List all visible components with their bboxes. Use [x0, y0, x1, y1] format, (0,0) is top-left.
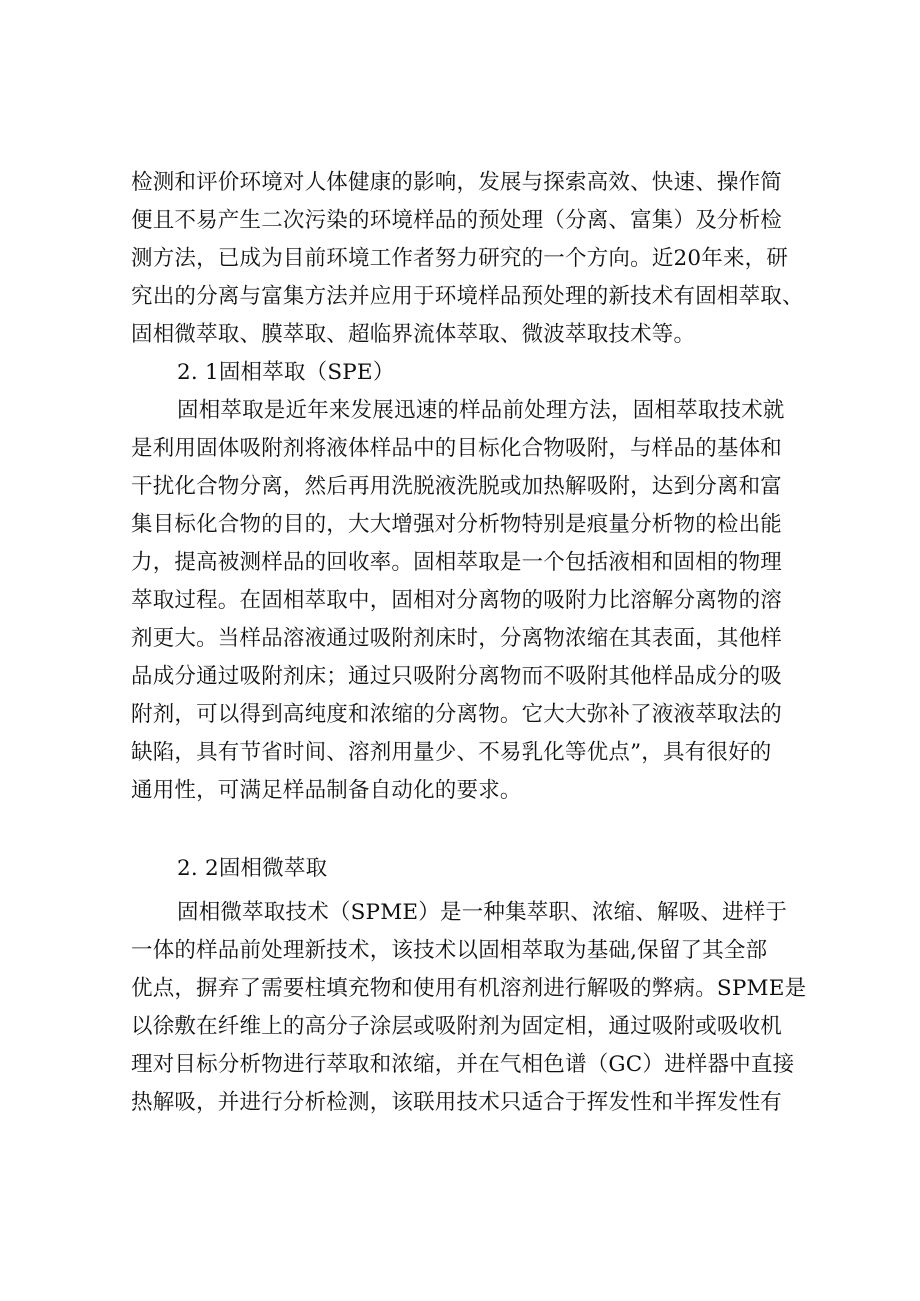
intro-line-5: 固相微萃取、膜萃取、超临界流体萃取、微波萃取技术等。 — [131, 322, 696, 347]
section-1-line-5: 力，提高被测样品的回收率。固相萃取是一个包括液相和固相的物理 — [131, 550, 783, 575]
intro-line-4: 究出的分离与富集方法并应用于环境样品预处理的新技术有固相萃取、 — [131, 284, 804, 309]
section-1-line-4: 集目标化合物的目的，大大增强对分析物特别是痕量分析物的检出能 — [131, 512, 783, 537]
section-1-line-1: 固相萃取是近年来发展迅速的样品前处理方法，固相萃取技术就 — [177, 398, 785, 423]
section-1-line-3: 干扰化合物分离，然后再用洗脱液洗脱或加热解吸附，达到分离和富 — [131, 474, 783, 499]
section-2-line-1: 固相微萃取技术（SPME）是一种集萃职、浓缩、解吸、进样于 — [177, 900, 788, 925]
section-1-line-8: 品成分通过吸附剂床；通过只吸附分离物而不吸附其他样品成分的吸 — [131, 664, 783, 689]
section-1-line-9: 附剂，可以得到高纯度和浓缩的分离物。它大大弥补了液液萃取法的 — [131, 702, 783, 727]
section-1-line-7: 剂更大。当样品溶液通过吸附剂床时，分离物浓缩在其表面，其他样 — [131, 626, 783, 651]
intro-line-1: 检测和评价环境对人体健康的影响，发展与探索高效、快速、操作简 — [131, 170, 783, 195]
section-heading-2-1: 2. 1固相萃取（SPE） — [177, 360, 395, 385]
section-heading-2-2: 2. 2固相微萃取 — [177, 856, 328, 881]
section-1-line-11: 通用性，可满足样品制备自动化的要求。 — [131, 778, 522, 803]
section-2-line-3: 优点，摒弃了需要柱填充物和使用有机溶剂进行解吸的弊病。SPME是 — [131, 976, 807, 1001]
section-2-line-4: 以徐敷在纤维上的高分子涂层或吸附剂为固定相，通过吸附或吸收机 — [131, 1014, 783, 1039]
section-2-line-6: 热解吸，并进行分析检测，该联用技术只适合于挥发性和半挥发性有 — [131, 1090, 783, 1115]
intro-line-2: 便且不易产生二次污染的环境样品的预处理（分离、富集）及分析检 — [131, 208, 783, 233]
section-2-line-2: 一体的样品前处理新技术，该技术以固相萃取为基础,保留了其全部 — [131, 938, 768, 963]
section-1-line-6: 萃取过程。在固相萃取中，固相对分离物的吸附力比溶解分离物的溶 — [131, 588, 783, 613]
intro-line-3: 测方法，已成为目前环境工作者努力研究的一个方向。近20年来，研 — [131, 246, 789, 271]
section-2-line-5: 理对目标分析物进行萃取和浓缩，并在气相色谱（GC）进样器中直接 — [131, 1052, 795, 1077]
section-1-line-10: 缺陷，具有节省时间、溶剂用量少、不易乳化等优点”，具有很好的 — [131, 740, 772, 765]
section-1-line-2: 是利用固体吸附剂将液体样品中的目标化合物吸附，与样品的基体和 — [131, 436, 783, 461]
